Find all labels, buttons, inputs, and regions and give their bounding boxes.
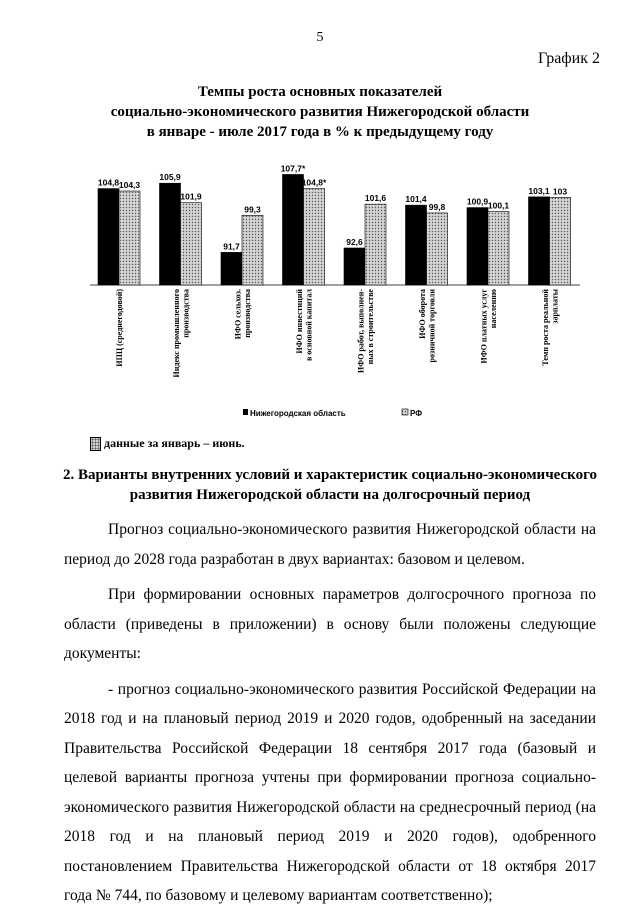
bars-layer — [90, 174, 580, 285]
bar-rf — [119, 191, 140, 285]
category-label-line: Индекс промышленного — [171, 289, 181, 378]
value-label-rf: 100,1 — [487, 200, 510, 211]
bar-chart — [80, 155, 580, 435]
category-label — [233, 289, 252, 339]
value-label-nizhny: 92,6 — [346, 236, 363, 247]
category-label — [418, 289, 437, 363]
value-label-nizhny: 105,9 — [159, 172, 181, 183]
category-label-line: ИФО оборота — [417, 289, 427, 339]
bar-nizhny — [283, 174, 304, 285]
value-label-nizhny: 101,4 — [405, 194, 427, 205]
category-label-line: ИФО работ, выполнен- — [356, 289, 366, 373]
bar-nizhny — [344, 248, 365, 285]
value-label-rf: 101,9 — [180, 191, 202, 202]
bar-nizhny — [406, 205, 427, 285]
value-label-rf: 99,3 — [244, 204, 261, 215]
body-text — [64, 515, 596, 917]
category-label-line: производства — [181, 289, 191, 338]
category-label-line: ИФО инвестиций — [294, 289, 304, 354]
category-label-line: Темп роста реальной — [540, 289, 550, 366]
footnote-pattern-icon — [90, 437, 101, 451]
category-label-line: ИПЦ (среднегодовой) — [115, 289, 124, 367]
page-number: 5 — [316, 30, 324, 45]
value-label-nizhny: 91,7 — [223, 241, 240, 252]
value-label-nizhny: 104,8 — [97, 177, 120, 188]
category-label — [295, 288, 314, 361]
category-label-line: зарплаты — [550, 289, 560, 324]
legend-swatch-nizhny — [243, 409, 248, 415]
category-label-line: розничной торговли — [427, 289, 437, 363]
value-label-nizhny: 100,9 — [466, 196, 489, 207]
value-label-rf: 104,3 — [118, 180, 141, 191]
paragraph-1: Прогноз социально-экономического развития Нижегородской области на период до 2028 года разработан в двух вариантах: базовом и целевом. — [64, 521, 596, 568]
bar-rf — [242, 215, 263, 285]
bar-rf — [181, 203, 202, 285]
bar-nizhny — [467, 208, 488, 285]
category-label — [356, 289, 375, 373]
value-label-nizhny: 107,7* — [280, 163, 306, 174]
category-label-line: производства — [242, 289, 252, 338]
bar-nizhny — [98, 189, 119, 285]
category-label-line: населению — [488, 289, 498, 329]
legend-swatch-rf — [402, 409, 408, 415]
legend — [243, 409, 422, 418]
category-label — [479, 289, 498, 364]
section-heading: 2. Варианты внутренних условий и характеристик социально-экономического развития Нижегородской области на долгосрочный период — [62, 467, 598, 503]
category-label-line: в основной капитал — [304, 289, 314, 362]
category-label — [172, 289, 191, 377]
category-label — [541, 288, 560, 365]
chart-title-line-1: Темпы роста основных показателей — [197, 84, 443, 100]
legend-label-nizhny: Нижегородская область — [250, 409, 346, 418]
bar-rf — [304, 189, 325, 285]
graph-label: График 2 — [537, 50, 600, 67]
value-label-rf: 101,6 — [364, 193, 387, 204]
chart-title-line-3: в январе - июле 2017 года в % к предыдущему году — [146, 124, 494, 140]
bar-rf — [365, 204, 386, 285]
category-label-line: ИФО платных услуг — [479, 289, 489, 364]
paragraph-2: При формировании основных параметров долгосрочного прогноза по области (приведены в приложении) в основу были положены следующие документы: — [64, 586, 596, 662]
paragraph-3: - прогноз социально-экономического развития Российской Федерации на 2018 год и на плановый период 2019 и 2020 годов, одобренный на заседании Правительства Российской Федерации 18 сентября 2017 года (базовый и целевой варианты прогноза учтены при формировании прогноза социально-экономического развития Нижегородской области на среднесрочный период (на 2018 год и на плановый период 2019 и 2020 годов), одобренного постановлением Правительства Нижегородской области от 18 октября 2017 года № 744, по базовому и целевому вариантам соответственно); — [64, 680, 596, 904]
category-label-line: ИФО сельхоз. — [233, 289, 243, 340]
value-label-rf: 99,8 — [428, 201, 446, 212]
bar-rf — [488, 211, 509, 285]
bar-nizhny — [160, 183, 181, 285]
legend-label-rf: РФ — [410, 409, 423, 418]
category-labels-layer — [115, 288, 559, 377]
bar-nizhny — [529, 197, 550, 285]
bar-rf — [427, 213, 448, 285]
value-label-rf: 104,8* — [301, 177, 327, 188]
footnote-text: данные за январь – июнь. — [104, 436, 245, 450]
bar-nizhny — [221, 252, 242, 285]
category-label — [115, 289, 124, 367]
category-label-line: ных в строительстве — [365, 289, 375, 365]
value-label-nizhny: 103,1 — [528, 185, 550, 196]
footnote — [90, 436, 245, 451]
chart-title — [0, 82, 640, 142]
chart-title-line-2: социально-экономического развития Нижегородской области — [110, 104, 530, 120]
value-label-rf: 103 — [552, 186, 568, 197]
bar-rf — [550, 197, 571, 285]
